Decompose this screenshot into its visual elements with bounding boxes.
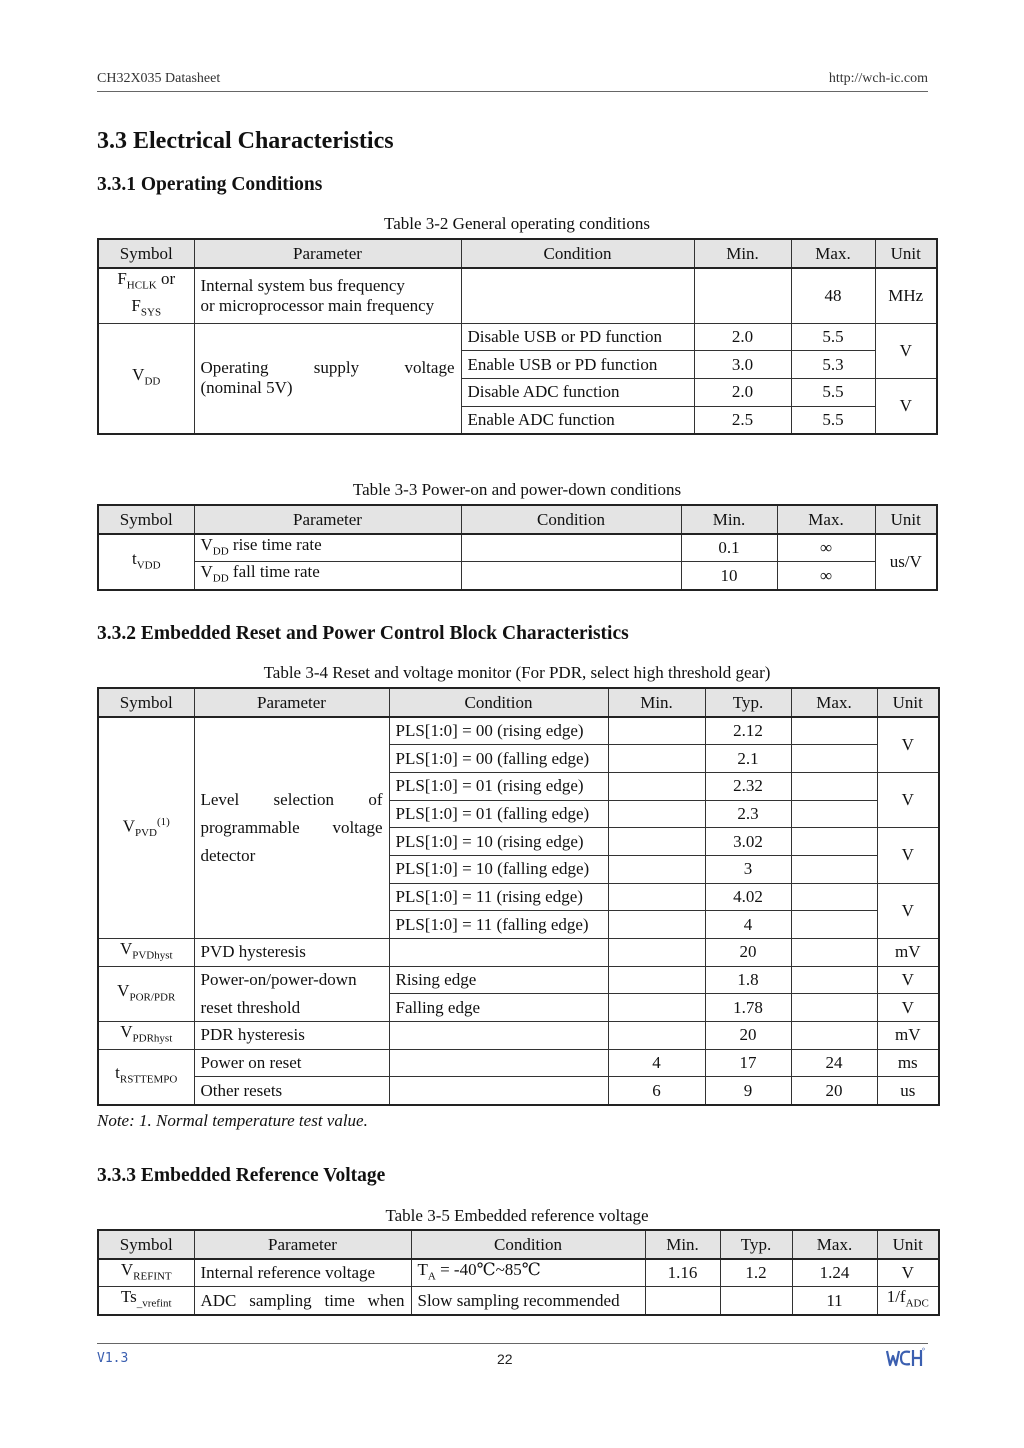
table-header-row bbox=[98, 239, 937, 268]
parameter-cell: Internal system bus frequency or microprocessor main frequency bbox=[194, 268, 461, 323]
symbol-cell: $t_{VDD}$ bbox=[98, 534, 194, 590]
subsection-reference-voltage: 3.3.3 Embedded Reference Voltage bbox=[97, 1165, 386, 1186]
max-cell: 5.5 bbox=[791, 378, 875, 406]
condition-cell bbox=[461, 534, 681, 562]
max-cell: 5.5 bbox=[791, 323, 875, 351]
col-min: Min. bbox=[608, 688, 705, 717]
min-cell bbox=[645, 1287, 720, 1315]
min-cell bbox=[608, 772, 705, 800]
table-row bbox=[98, 323, 937, 351]
min-cell bbox=[608, 883, 705, 911]
symbol-cell: $Ts_{\_vrefint}$ bbox=[98, 1287, 194, 1315]
unit-cell: us bbox=[877, 1077, 939, 1105]
col-condition: Condition bbox=[411, 1230, 645, 1259]
min-cell: 1.16 bbox=[645, 1259, 720, 1287]
unit-cell: V bbox=[875, 378, 937, 433]
parameter-cell: Level selection of programmable voltage detector bbox=[194, 717, 389, 939]
unit-cell: V bbox=[877, 994, 939, 1022]
table-row bbox=[98, 562, 937, 590]
footer-divider bbox=[97, 1343, 928, 1344]
condition-cell bbox=[389, 1077, 608, 1105]
parameter-cell: Operating supply voltage (nominal 5V) bbox=[194, 323, 461, 434]
col-unit: Unit bbox=[875, 505, 937, 534]
table-3-2-caption: Table 3-2 General operating conditions bbox=[384, 214, 650, 233]
table-row bbox=[98, 1022, 939, 1050]
col-max: Max. bbox=[777, 505, 875, 534]
subsection-reset-power-control: 3.3.2 Embedded Reset and Power Control Block Characteristics bbox=[97, 623, 629, 644]
unit-cell: mV bbox=[877, 939, 939, 967]
min-cell: 4 bbox=[608, 1049, 705, 1077]
table-header-row bbox=[98, 1230, 939, 1259]
unit-cell: $1/f_{ADC}$ bbox=[877, 1287, 939, 1315]
typ-cell: 2.12 bbox=[705, 717, 791, 745]
symbol-cell: $V_{POR/PDR}$ bbox=[98, 966, 194, 1021]
subsection-operating-conditions: 3.3.1 Operating Conditions bbox=[97, 174, 323, 195]
max-cell: ∞ bbox=[777, 562, 875, 590]
max-cell: 11 bbox=[792, 1287, 877, 1315]
parameter-cell: PVD hysteresis bbox=[194, 939, 389, 967]
max-cell bbox=[791, 855, 877, 883]
min-cell bbox=[608, 828, 705, 856]
symbol-cell: $V_{PDRhyst}$ bbox=[98, 1022, 194, 1050]
parameter-cell: $V_{DD}$ rise time rate bbox=[194, 534, 461, 562]
condition-cell: PLS[1:0] = 11 (rising edge) bbox=[389, 883, 608, 911]
doc-title: CH32X035 Datasheet bbox=[97, 71, 221, 86]
col-symbol: Symbol bbox=[98, 1230, 194, 1259]
typ-cell: 20 bbox=[705, 939, 791, 967]
max-cell: ∞ bbox=[777, 534, 875, 562]
table-3-4-caption: Table 3-4 Reset and voltage monitor (For PDR, select high threshold gear) bbox=[263, 663, 771, 682]
min-cell: 10 bbox=[681, 562, 777, 590]
max-cell: 24 bbox=[791, 1049, 877, 1077]
parameter-cell: Other resets bbox=[194, 1077, 389, 1105]
condition-cell: $T_A$ = -40℃~85℃ bbox=[411, 1259, 645, 1287]
max-cell bbox=[791, 1022, 877, 1050]
col-max: Max. bbox=[791, 688, 877, 717]
table-row bbox=[98, 717, 939, 745]
col-max: Max. bbox=[792, 1230, 877, 1259]
table-row bbox=[98, 1287, 939, 1315]
col-parameter: Parameter bbox=[194, 688, 389, 717]
table-3-5-caption: Table 3-5 Embedded reference voltage bbox=[385, 1206, 649, 1225]
unit-cell: V bbox=[877, 966, 939, 994]
version-label: V1.3 bbox=[97, 1351, 129, 1366]
max-cell bbox=[791, 745, 877, 773]
max-cell bbox=[791, 828, 877, 856]
parameter-cell: PDR hysteresis bbox=[194, 1022, 389, 1050]
max-cell: 5.5 bbox=[791, 406, 875, 434]
max-cell: 5.3 bbox=[791, 351, 875, 379]
col-condition: Condition bbox=[389, 688, 608, 717]
condition-cell: PLS[1:0] = 00 (rising edge) bbox=[389, 717, 608, 745]
condition-cell: PLS[1:0] = 01 (rising edge) bbox=[389, 772, 608, 800]
parameter-cell: Power-on/power-down reset threshold bbox=[194, 966, 389, 1021]
unit-cell: MHz bbox=[875, 268, 937, 323]
condition-cell bbox=[389, 1049, 608, 1077]
col-condition: Condition bbox=[461, 239, 694, 268]
parameter-cell: Power on reset bbox=[194, 1049, 389, 1077]
unit-cell: mV bbox=[877, 1022, 939, 1050]
typ-cell: 2.3 bbox=[705, 800, 791, 828]
table-general-operating-conditions bbox=[97, 238, 938, 435]
symbol-cell: $V_{DD}$ bbox=[98, 323, 194, 434]
col-unit: Unit bbox=[877, 688, 939, 717]
table-row bbox=[98, 1259, 939, 1287]
max-cell bbox=[791, 772, 877, 800]
table-note: Note: 1. Normal temperature test value. bbox=[97, 1111, 368, 1130]
min-cell: 3.0 bbox=[694, 351, 791, 379]
max-cell bbox=[791, 911, 877, 939]
typ-cell: 9 bbox=[705, 1077, 791, 1105]
table-embedded-reference-voltage bbox=[97, 1229, 940, 1316]
typ-cell: 3 bbox=[705, 855, 791, 883]
table-row bbox=[98, 268, 937, 323]
unit-cell: V bbox=[875, 323, 937, 378]
col-symbol: Symbol bbox=[98, 688, 194, 717]
table-row bbox=[98, 534, 937, 562]
min-cell: 6 bbox=[608, 1077, 705, 1105]
unit-cell: us/V bbox=[875, 534, 937, 590]
col-symbol: Symbol bbox=[98, 505, 194, 534]
col-condition: Condition bbox=[461, 505, 681, 534]
condition-cell: PLS[1:0] = 01 (falling edge) bbox=[389, 800, 608, 828]
unit-cell: V bbox=[877, 1259, 939, 1287]
condition-cell bbox=[461, 562, 681, 590]
condition-cell: Enable USB or PD function bbox=[461, 351, 694, 379]
col-parameter: Parameter bbox=[194, 505, 461, 534]
min-cell: 0.1 bbox=[681, 534, 777, 562]
condition-cell bbox=[389, 1022, 608, 1050]
col-max: Max. bbox=[791, 239, 875, 268]
typ-cell: 1.8 bbox=[705, 966, 791, 994]
max-cell: 48 bbox=[791, 268, 875, 323]
condition-cell: Falling edge bbox=[389, 994, 608, 1022]
min-cell bbox=[608, 939, 705, 967]
symbol-cell: $V_{PVDhyst}$ bbox=[98, 939, 194, 967]
typ-cell: 2.1 bbox=[705, 745, 791, 773]
col-min: Min. bbox=[694, 239, 791, 268]
condition-cell bbox=[461, 268, 694, 323]
col-typ: Typ. bbox=[705, 688, 791, 717]
max-cell bbox=[791, 883, 877, 911]
unit-cell: V bbox=[877, 717, 939, 772]
condition-cell: PLS[1:0] = 00 (falling edge) bbox=[389, 745, 608, 773]
typ-cell: 1.2 bbox=[720, 1259, 792, 1287]
symbol-cell: $t_{RSTTEMPO}$ bbox=[98, 1049, 194, 1104]
table-row bbox=[98, 966, 939, 994]
min-cell bbox=[608, 1022, 705, 1050]
col-unit: Unit bbox=[877, 1230, 939, 1259]
table-row bbox=[98, 1049, 939, 1077]
typ-cell: 17 bbox=[705, 1049, 791, 1077]
min-cell bbox=[608, 994, 705, 1022]
table-row bbox=[98, 939, 939, 967]
col-unit: Unit bbox=[875, 239, 937, 268]
unit-cell: V bbox=[877, 772, 939, 827]
typ-cell: 1.78 bbox=[705, 994, 791, 1022]
table-header-row bbox=[98, 505, 937, 534]
header-divider bbox=[97, 91, 928, 92]
col-typ: Typ. bbox=[720, 1230, 792, 1259]
typ-cell: 3.02 bbox=[705, 828, 791, 856]
symbol-cell: $V_{REFINT}$ bbox=[98, 1259, 194, 1287]
min-cell bbox=[608, 800, 705, 828]
wch-logo-icon bbox=[885, 1346, 925, 1370]
min-cell bbox=[608, 855, 705, 883]
col-min: Min. bbox=[681, 505, 777, 534]
table-3-3-caption: Table 3-3 Power-on and power-down conditions bbox=[352, 480, 682, 499]
min-cell: 2.0 bbox=[694, 378, 791, 406]
max-cell bbox=[791, 800, 877, 828]
typ-cell: 4 bbox=[705, 911, 791, 939]
condition-cell: Slow sampling recommended bbox=[411, 1287, 645, 1315]
col-parameter: Parameter bbox=[194, 239, 461, 268]
table-reset-voltage-monitor bbox=[97, 687, 940, 1106]
col-parameter: Parameter bbox=[194, 1230, 411, 1259]
typ-cell: 4.02 bbox=[705, 883, 791, 911]
condition-cell: Disable USB or PD function bbox=[461, 323, 694, 351]
min-cell bbox=[608, 745, 705, 773]
min-cell bbox=[608, 911, 705, 939]
max-cell: 20 bbox=[791, 1077, 877, 1105]
section-title: 3.3 Electrical Characteristics bbox=[97, 128, 394, 154]
condition-cell: Enable ADC function bbox=[461, 406, 694, 434]
symbol-cell: $F_{HCLK}$ or $F_{SYS}$ bbox=[98, 268, 194, 323]
typ-cell: 2.32 bbox=[705, 772, 791, 800]
condition-cell: Disable ADC function bbox=[461, 378, 694, 406]
parameter-cell: ADC sampling time when bbox=[194, 1287, 411, 1315]
typ-cell bbox=[720, 1287, 792, 1315]
max-cell: 1.24 bbox=[792, 1259, 877, 1287]
page-number: 22 bbox=[497, 1351, 513, 1367]
condition-cell: PLS[1:0] = 11 (falling edge) bbox=[389, 911, 608, 939]
min-cell bbox=[694, 268, 791, 323]
symbol-cell: $V_{PVD}^{(1)}$ bbox=[98, 717, 194, 939]
condition-cell: Rising edge bbox=[389, 966, 608, 994]
condition-cell: PLS[1:0] = 10 (rising edge) bbox=[389, 828, 608, 856]
col-symbol: Symbol bbox=[98, 239, 194, 268]
min-cell: 2.0 bbox=[694, 323, 791, 351]
table-power-on-down-conditions bbox=[97, 504, 938, 591]
col-min: Min. bbox=[645, 1230, 720, 1259]
table-header-row bbox=[98, 688, 939, 717]
max-cell bbox=[791, 966, 877, 994]
unit-cell: V bbox=[877, 883, 939, 938]
min-cell: 2.5 bbox=[694, 406, 791, 434]
min-cell bbox=[608, 966, 705, 994]
max-cell bbox=[791, 717, 877, 745]
condition-cell bbox=[389, 939, 608, 967]
typ-cell: 20 bbox=[705, 1022, 791, 1050]
max-cell bbox=[791, 994, 877, 1022]
doc-url[interactable]: http://wch-ic.com bbox=[828, 71, 928, 86]
parameter-cell: $V_{DD}$ fall time rate bbox=[194, 562, 461, 590]
max-cell bbox=[791, 939, 877, 967]
min-cell bbox=[608, 717, 705, 745]
unit-cell: ms bbox=[877, 1049, 939, 1077]
parameter-cell: Internal reference voltage bbox=[194, 1259, 411, 1287]
condition-cell: PLS[1:0] = 10 (falling edge) bbox=[389, 855, 608, 883]
table-row bbox=[98, 1077, 939, 1105]
unit-cell: V bbox=[877, 828, 939, 883]
